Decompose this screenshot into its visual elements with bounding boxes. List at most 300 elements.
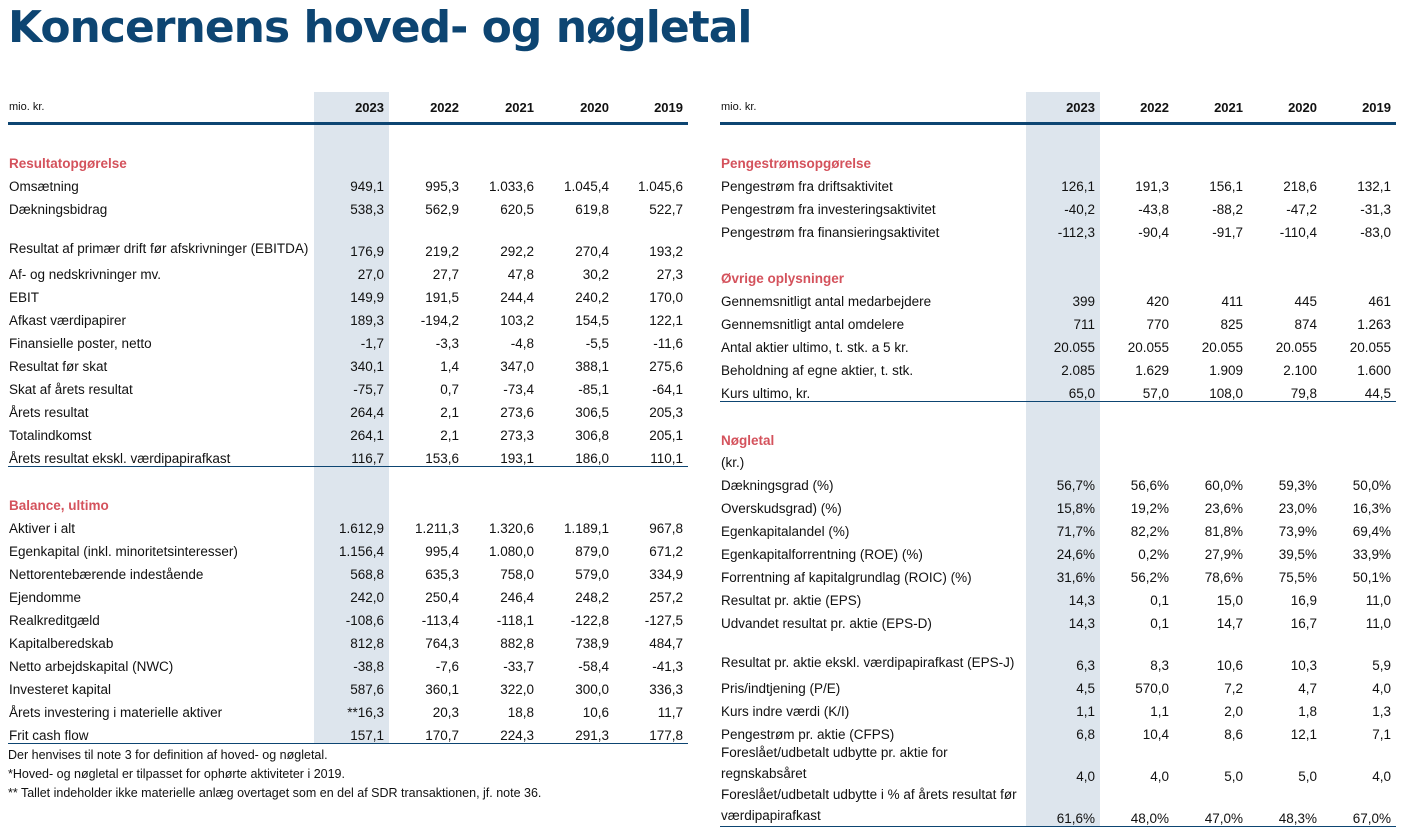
value-cell: 110,1 [614, 443, 688, 467]
table-row [8, 305, 688, 328]
row-label: Egenkapital (inkl. minoritetsinteresser) [9, 544, 238, 559]
value-cell: 770 [1146, 317, 1169, 332]
row-label: Dækningsbidrag [9, 202, 108, 217]
spacer-cell [1026, 448, 1100, 470]
table-row [720, 309, 1396, 332]
spacer-cell [1100, 426, 1174, 448]
table-row [720, 217, 1396, 240]
value-cell: 7,2 [1224, 681, 1243, 696]
value-cell: -194,2 [420, 313, 459, 328]
value-cell: 20.055 [1127, 340, 1169, 355]
value-cell: 1.045,4 [563, 179, 609, 194]
row-label: Udvandet resultat pr. aktie (EPS-D) [721, 616, 932, 631]
value-cell: 4,7 [1298, 681, 1317, 696]
spacer-cell [1322, 124, 1396, 150]
year-header: 2020 [539, 92, 614, 124]
value-cell: -41,3 [652, 659, 683, 674]
spacer-cell [1248, 448, 1322, 470]
value-cell: -64,1 [652, 382, 683, 397]
value-cell: 205,3 [649, 405, 683, 420]
value-cell: 874 [1294, 317, 1317, 332]
spacer-cell [1248, 124, 1322, 150]
value-cell: 50,0% [1352, 478, 1391, 493]
row-label: Pengestrøm pr. aktie (CFPS) [721, 727, 895, 742]
spacer-cell [8, 124, 314, 150]
value-cell: 30,2 [582, 267, 609, 282]
spacer-cell [720, 124, 1026, 150]
spacer-cell [8, 467, 314, 492]
value-cell: 882,8 [500, 636, 534, 651]
value-cell: 619,8 [575, 202, 609, 217]
section-subheading: (kr.) [721, 455, 745, 470]
row-label: Af- og nedskrivninger mv. [9, 267, 162, 282]
value-cell: 340,1 [314, 351, 389, 374]
row-label: Resultat af primær drift før afskrivninger (EBITDA) [9, 241, 309, 256]
value-cell: -90,4 [1138, 225, 1169, 240]
value-cell: 60,0% [1204, 478, 1243, 493]
section-heading: Øvrige oplysninger [721, 271, 845, 286]
table-row [720, 631, 1396, 673]
spacer-cell [614, 467, 688, 492]
spacer-cell [539, 467, 614, 492]
value-cell: 10,6 [582, 705, 609, 720]
value-cell: -3,3 [435, 336, 459, 351]
value-cell: 4,0 [1026, 742, 1100, 784]
spacer-cell [314, 124, 389, 150]
value-cell: 738,9 [575, 636, 609, 651]
value-cell: -33,7 [503, 659, 534, 674]
row-label: Antal aktier ultimo, t. stk. a 5 kr. [721, 340, 909, 355]
row-label: Aktiver i alt [9, 521, 76, 536]
value-cell: -113,4 [421, 613, 459, 628]
year-header: 2023 [1026, 92, 1100, 124]
value-cell: 300,0 [575, 682, 609, 697]
spacer-cell [1174, 264, 1248, 286]
row-label: Overskudsgrad) (%) [721, 501, 842, 516]
value-cell: 273,3 [500, 428, 534, 443]
table-row [720, 286, 1396, 309]
value-cell: -38,8 [314, 651, 389, 674]
value-cell: 2,1 [440, 405, 459, 420]
spacer-cell [389, 149, 464, 171]
spacer-cell [389, 467, 464, 492]
spacer-cell [1174, 448, 1248, 470]
value-cell: 11,0 [1365, 593, 1391, 608]
table-row [8, 536, 688, 559]
spacer-row [8, 124, 688, 150]
spacer-cell [1100, 240, 1174, 264]
value-cell: 191,3 [1135, 179, 1169, 194]
value-cell: 711 [1026, 309, 1100, 332]
spacer-row [720, 402, 1396, 427]
table-row [720, 742, 1396, 784]
value-cell: 620,5 [500, 202, 534, 217]
value-cell: 81,8% [1204, 524, 1243, 539]
value-cell: 360,1 [425, 682, 459, 697]
value-cell: 20.055 [1201, 340, 1243, 355]
value-cell: 218,6 [1283, 179, 1317, 194]
value-cell: 240,2 [575, 290, 609, 305]
value-cell: 39,5% [1278, 547, 1317, 562]
row-label: Resultat før skat [9, 359, 108, 374]
value-cell: 157,1 [314, 720, 389, 744]
value-cell: -5,5 [585, 336, 609, 351]
year-header: 2021 [464, 92, 539, 124]
spacer-cell [1248, 149, 1322, 171]
spacer-cell [1100, 124, 1174, 150]
table-row [8, 259, 688, 282]
value-cell: -47,2 [1286, 202, 1317, 217]
value-cell: 79,8 [1248, 378, 1322, 402]
spacer-cell [720, 240, 1026, 264]
spacer-cell [539, 124, 614, 150]
spacer-cell [1100, 402, 1174, 427]
row-label: Gennemsnitligt antal medarbejdere [721, 294, 932, 309]
value-cell: 2.100 [1283, 363, 1317, 378]
value-cell: -112,3 [1026, 217, 1100, 240]
spacer-cell [1322, 402, 1396, 427]
value-cell: 275,6 [649, 359, 683, 374]
value-cell: 44,5 [1322, 378, 1396, 402]
year-header: 2021 [1174, 92, 1248, 124]
value-cell: 20.055 [1275, 340, 1317, 355]
value-cell: 1.080,0 [488, 544, 534, 559]
spacer-cell [1322, 426, 1396, 448]
section-heading-row [720, 149, 1396, 171]
row-label: Resultat pr. aktie (EPS) [721, 593, 862, 608]
value-cell: 8,3 [1150, 658, 1169, 673]
value-cell: 334,9 [649, 567, 683, 582]
value-cell: 14,7 [1216, 616, 1243, 631]
value-cell: 56,6% [1130, 478, 1169, 493]
spacer-cell [1322, 448, 1396, 470]
value-cell: -58,4 [578, 659, 609, 674]
spacer-cell [1174, 402, 1248, 427]
row-label: EBIT [9, 290, 40, 305]
value-cell: 1.600 [1357, 363, 1391, 378]
spacer-cell [1026, 426, 1100, 448]
section-heading-row [720, 426, 1396, 448]
value-cell: 562,9 [425, 202, 459, 217]
row-label: Dækningsgrad (%) [721, 478, 834, 493]
row-label: Netto arbejdskapital (NWC) [9, 659, 174, 674]
subheading-row [720, 448, 1396, 470]
value-cell: 1,1 [1150, 704, 1169, 719]
value-cell: 264,1 [314, 420, 389, 443]
spacer-cell [1174, 426, 1248, 448]
value-cell: 67,0% [1322, 784, 1396, 827]
value-cell: -110,4 [1279, 225, 1317, 240]
value-cell: 1.612,9 [314, 513, 389, 536]
value-cell: 764,3 [425, 636, 459, 651]
value-cell: 108,0 [1174, 378, 1248, 402]
row-label: Årets resultat [9, 405, 89, 420]
spacer-cell [1026, 149, 1100, 171]
spacer-cell [539, 149, 614, 171]
value-cell: 82,2% [1130, 524, 1169, 539]
row-label: Kurs indre værdi (K/I) [721, 704, 850, 719]
spacer-cell [614, 149, 688, 171]
value-cell: 189,3 [314, 305, 389, 328]
row-label: Totalindkomst [9, 428, 92, 443]
value-cell: 1,1 [1026, 696, 1100, 719]
row-label: Egenkapitalforrentning (ROE) (%) [721, 547, 923, 562]
value-cell: 15,0 [1216, 593, 1243, 608]
value-cell: -75,7 [314, 374, 389, 397]
value-cell: 758,0 [500, 567, 534, 582]
value-cell: 177,8 [614, 720, 688, 744]
value-cell: 579,0 [575, 567, 609, 582]
value-cell: -118,1 [496, 613, 534, 628]
value-cell: 273,6 [500, 405, 534, 420]
value-cell: 635,3 [425, 567, 459, 582]
value-cell: 31,6% [1026, 562, 1100, 585]
row-label: Pengestrøm fra finansieringsaktivitet [721, 225, 940, 240]
row-label: Ejendomme [9, 590, 82, 605]
spacer-cell [539, 491, 614, 513]
table-row [720, 608, 1396, 631]
value-cell: 292,2 [500, 244, 534, 259]
value-cell: 48,0% [1100, 784, 1174, 827]
value-cell: 522,7 [649, 202, 683, 217]
spacer-cell [1174, 149, 1248, 171]
value-cell: 5,0 [1298, 769, 1317, 784]
value-cell: 71,7% [1026, 516, 1100, 539]
row-label: Realkreditgæld [9, 613, 100, 628]
year-header: 2022 [389, 92, 464, 124]
value-cell: 242,0 [314, 582, 389, 605]
spacer-cell [1026, 240, 1100, 264]
table-row [720, 493, 1396, 516]
left-table [8, 92, 688, 744]
table-row [720, 355, 1396, 378]
value-cell: 250,4 [425, 590, 459, 605]
value-cell: 56,2% [1130, 570, 1169, 585]
value-cell: 10,3 [1290, 658, 1317, 673]
header-row [8, 92, 688, 124]
value-cell: 73,9% [1278, 524, 1317, 539]
value-cell: 193,2 [649, 244, 683, 259]
value-cell: 812,8 [314, 628, 389, 651]
value-cell: 5,9 [1372, 658, 1391, 673]
value-cell: 2.085 [1026, 355, 1100, 378]
table-row [8, 328, 688, 351]
value-cell: 59,3% [1278, 478, 1317, 493]
value-cell: 0,7 [440, 382, 459, 397]
value-cell: 825 [1220, 317, 1243, 332]
value-cell: 1.909 [1209, 363, 1243, 378]
value-cell: 24,6% [1026, 539, 1100, 562]
value-cell: 7,1 [1372, 727, 1391, 742]
section-heading-row [8, 149, 688, 171]
value-cell: 4,0 [1150, 769, 1169, 784]
value-cell: -108,6 [314, 605, 389, 628]
value-cell: 23,6% [1204, 501, 1243, 516]
value-cell: 6,3 [1026, 631, 1100, 673]
row-label: Pengestrøm fra driftsaktivitet [721, 179, 893, 194]
row-label: Beholdning af egne aktier, t. stk. [721, 363, 914, 378]
spacer-cell [1100, 264, 1174, 286]
row-label: Foreslået/udbetalt udbytte pr. aktie for regnskabsåret [721, 745, 948, 781]
value-cell: 322,0 [500, 682, 534, 697]
table-row [8, 697, 688, 720]
section-heading-row [720, 264, 1396, 286]
table-row [8, 443, 688, 467]
spacer-cell [464, 124, 539, 150]
value-cell: 20,3 [432, 705, 459, 720]
value-cell: 18,8 [507, 705, 534, 720]
row-label: Kurs ultimo, kr. [720, 378, 1026, 402]
value-cell: 33,9% [1352, 547, 1391, 562]
value-cell: -83,0 [1360, 225, 1391, 240]
value-cell: 1,8 [1298, 704, 1317, 719]
value-cell: 8,6 [1224, 727, 1243, 742]
value-cell: 568,8 [314, 559, 389, 582]
value-cell: -91,7 [1212, 225, 1243, 240]
value-cell: 1.211,3 [414, 521, 459, 536]
footnote: ** Tallet indeholder ikke materielle anlæg overtaget som en del af SDR transaktionen, jf. note 36. [8, 786, 542, 800]
value-cell: 995,4 [425, 544, 459, 559]
value-cell: 347,0 [500, 359, 534, 374]
spacer-cell [1248, 240, 1322, 264]
value-cell: 12,1 [1290, 727, 1317, 742]
year-header: 2019 [1322, 92, 1396, 124]
spacer-cell [1248, 426, 1322, 448]
value-cell: 47,0% [1174, 784, 1248, 827]
table-row [720, 539, 1396, 562]
footnote: *Hoved- og nøgletal er tilpasset for ophørte aktiviteter i 2019. [8, 767, 345, 781]
row-label: Investeret kapital [9, 682, 112, 697]
value-cell: 291,3 [539, 720, 614, 744]
value-cell: -122,8 [570, 613, 609, 628]
value-cell: 671,2 [649, 544, 683, 559]
year-header: 2022 [1100, 92, 1174, 124]
table-row [720, 673, 1396, 696]
value-cell: 11,7 [657, 705, 683, 720]
value-cell: 4,0 [1372, 681, 1391, 696]
year-header: 2023 [314, 92, 389, 124]
row-label: Forrentning af kapitalgrundlag (ROIC) (%) [721, 570, 972, 585]
year-header: 2019 [614, 92, 688, 124]
table-row [8, 194, 688, 217]
table-row [720, 696, 1396, 719]
spacer-cell [1248, 402, 1322, 427]
spacer-cell [389, 124, 464, 150]
value-cell: 1.263 [1357, 317, 1391, 332]
value-cell: 126,1 [1026, 171, 1100, 194]
table-row [720, 332, 1396, 355]
value-cell: 75,5% [1278, 570, 1317, 585]
spacer-row [720, 240, 1396, 264]
value-cell: 15,8% [1026, 493, 1100, 516]
year-header: 2020 [1248, 92, 1322, 124]
spacer-cell [464, 467, 539, 492]
value-cell: -43,8 [1138, 202, 1169, 217]
value-cell: 103,2 [500, 313, 534, 328]
spacer-cell [1322, 149, 1396, 171]
table-row [8, 351, 688, 374]
spacer-cell [1026, 402, 1100, 427]
value-cell: 132,1 [1357, 179, 1391, 194]
footnotes [8, 746, 541, 803]
value-cell: 570,0 [1135, 681, 1169, 696]
unit-label: mio. kr. [8, 92, 314, 124]
value-cell: -40,2 [1026, 194, 1100, 217]
value-cell: 1.189,1 [563, 521, 609, 536]
row-label: Årets investering i materielle aktiver [9, 705, 223, 720]
value-cell: 248,2 [575, 590, 609, 605]
value-cell: 461 [1368, 294, 1391, 309]
value-cell: 16,7 [1290, 616, 1317, 631]
value-cell: 1.033,6 [488, 179, 534, 194]
value-cell: 445 [1294, 294, 1317, 309]
value-cell: 587,6 [314, 674, 389, 697]
row-label: Afkast værdipapirer [9, 313, 127, 328]
value-cell: 10,4 [1142, 727, 1169, 742]
right-table [720, 92, 1396, 827]
row-label: Egenkapitalandel (%) [721, 524, 850, 539]
section-heading: Balance, ultimo [9, 498, 109, 513]
value-cell: 1,4 [440, 359, 459, 374]
value-cell: -4,8 [510, 336, 534, 351]
value-cell: 56,7% [1026, 470, 1100, 493]
value-cell: 224,3 [464, 720, 539, 744]
value-cell: 20.055 [1026, 332, 1100, 355]
spacer-cell [1248, 264, 1322, 286]
value-cell: 16,9 [1290, 593, 1317, 608]
spacer-cell [720, 402, 1026, 427]
row-label: Frit cash flow [8, 720, 314, 744]
page-title: Koncernens hoved- og nøgletal [8, 2, 752, 53]
table-row [8, 374, 688, 397]
value-cell: 50,1% [1352, 570, 1391, 585]
value-cell: 205,1 [649, 428, 683, 443]
value-cell: 27,7 [432, 267, 459, 282]
value-cell: 27,9% [1204, 547, 1243, 562]
table-row [8, 651, 688, 674]
spacer-cell [1322, 240, 1396, 264]
spacer-cell [314, 491, 389, 513]
value-cell: 2,0 [1224, 704, 1243, 719]
value-cell: 48,3% [1248, 784, 1322, 827]
table-row [720, 585, 1396, 608]
value-cell: 27,3 [656, 267, 683, 282]
spacer-row [8, 467, 688, 492]
value-cell: 23,0% [1278, 501, 1317, 516]
table-row [8, 582, 688, 605]
value-cell: 306,8 [575, 428, 609, 443]
value-cell: -1,7 [314, 328, 389, 351]
footnote: Der henvises til note 3 for definition af hoved- og nøgletal. [8, 748, 328, 762]
value-cell: 219,2 [425, 244, 459, 259]
row-label: Pengestrøm fra investeringsaktivitet [721, 202, 936, 217]
value-cell: 69,4% [1352, 524, 1391, 539]
value-cell: 6,8 [1026, 719, 1100, 742]
value-cell: 170,0 [649, 290, 683, 305]
spacer-cell [1174, 124, 1248, 150]
value-cell: 191,5 [425, 290, 459, 305]
table-row [8, 559, 688, 582]
row-label: Foreslået/udbetalt udbytte i % af årets resultat før værdipapirafkast [720, 784, 1026, 827]
spacer-cell [314, 149, 389, 171]
value-cell: -11,6 [653, 336, 683, 351]
row-label: Pris/indtjening (P/E) [721, 681, 841, 696]
value-cell: 2,1 [440, 428, 459, 443]
value-cell: 78,6% [1204, 570, 1243, 585]
value-cell: 538,3 [314, 194, 389, 217]
value-cell: 156,1 [1209, 179, 1243, 194]
table-row [8, 217, 688, 259]
